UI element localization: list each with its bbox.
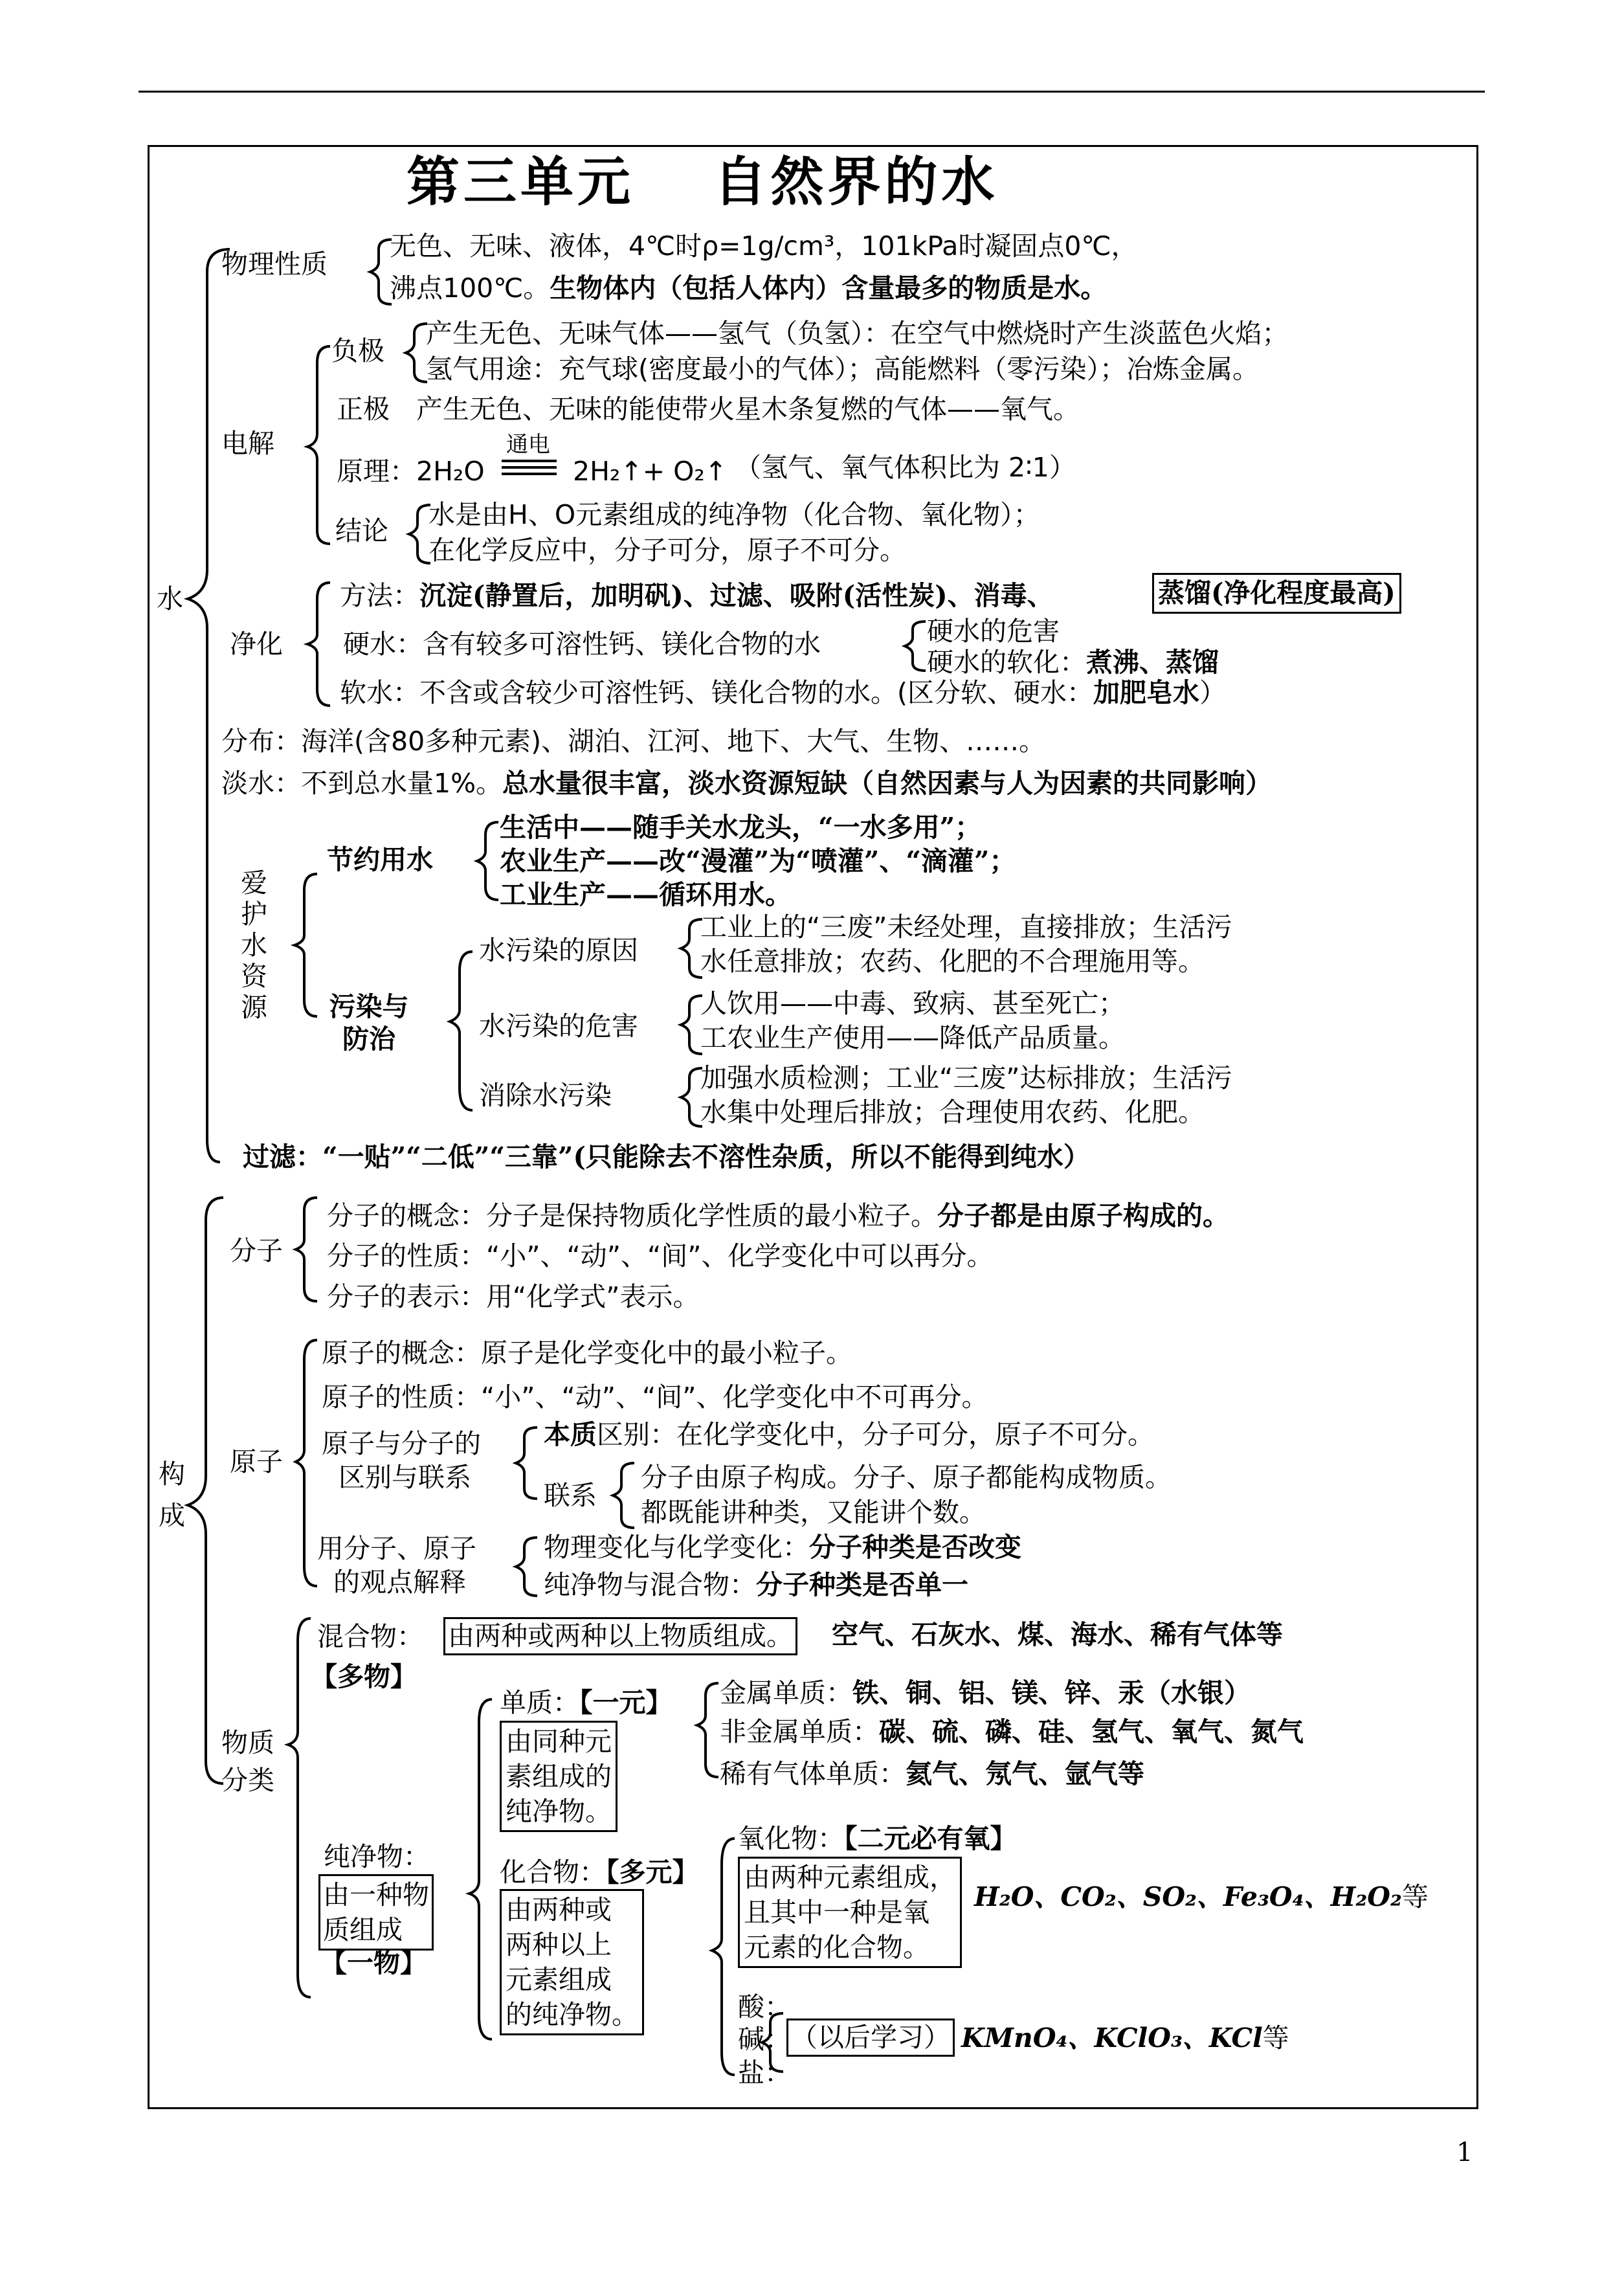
physical-boiling: 沸点100℃。 (390, 273, 550, 304)
compound-def-line3: 元素组成 (506, 1964, 612, 1995)
oxide-tag: 【二元必有氧】 (844, 1823, 1017, 1854)
pollution-remove-label: 消除水污染 (479, 1080, 612, 1111)
conclusion-line2: 在化学反应中，分子可分，原子不可分。 (428, 535, 906, 566)
molecule-notation: 分子的表示：用“化学式”表示。 (327, 1281, 700, 1312)
fresh-water-label: 淡水：不到总水量1%。 (221, 768, 503, 799)
pollution-label: 污染与防治 (329, 991, 409, 1055)
element-def-box (500, 1721, 617, 1832)
metal-element (720, 1677, 1251, 1708)
principle-products: 2H₂↑+ O₂↑ (573, 456, 728, 487)
atom-property: 原子的性质：“小”、“动”、“间”、化学变化中不可再分。 (322, 1381, 988, 1413)
later-examples (961, 2022, 1289, 2053)
element-label (500, 1687, 673, 1718)
nonmetal-element (720, 1716, 1304, 1747)
volume-ratio: （氢气、氧气体积比为 2∶1） (735, 452, 1076, 483)
noble-gas-label: 稀有气体单质： (720, 1758, 906, 1789)
soft-water-end: ） (1199, 677, 1226, 708)
atom-explain-line1-answer: 分子种类是否改变 (809, 1532, 1021, 1563)
hard-water-softening-methods: 煮沸、蒸馏 (1086, 647, 1219, 678)
element-def-line3: 纯净物。 (506, 1796, 612, 1827)
physical-line2 (390, 275, 1107, 302)
purify-method-list: 沉淀(静置后，加明矾)、过滤、吸附(活性炭)、消毒、 (419, 580, 1054, 611)
mixture-examples: 空气、石灰水、煤、海水、稀有气体等 (832, 1619, 1283, 1650)
pure-def-line2: 质组成 (323, 1914, 403, 1945)
atom-essence-label: 本质 (544, 1419, 597, 1450)
atom-explain-line2 (544, 1569, 968, 1600)
negative-electrode-line2: 氢气用途：充气球(密度最小的气体）；高能燃料（零污染）；冶炼金属。 (426, 353, 1259, 385)
positive-electrode-line: 正极 产生无色、无味的能使带火星木条复燃的气体——氧气。 (337, 394, 1080, 425)
oxide-examples (974, 1881, 1429, 1912)
fresh-water (221, 770, 1272, 797)
atom-explain-line1-label: 物理变化与化学变化： (544, 1532, 809, 1563)
oxide-def-line1: 由两种元素组成， (744, 1862, 956, 1893)
atom-explain-line2-answer: 分子种类是否单一 (756, 1569, 968, 1600)
oxide-examples-end: 等 (1401, 1881, 1429, 1912)
atom-link-line2: 都既能讲种类，又能讲个数。 (641, 1497, 986, 1528)
save-water-industry: 工业生产——循环用水。 (500, 879, 792, 910)
classification-label-2: 分类 (221, 1765, 274, 1796)
molecule-label: 分子 (230, 1235, 283, 1266)
oxide-def-box (738, 1857, 962, 1968)
conclusion-label: 结论 (335, 515, 388, 546)
atom-explain-line1 (544, 1534, 1021, 1561)
save-water-life: 生活中——随手关水龙头，“一水多用”； (500, 812, 982, 843)
pollution-remove-line2: 水集中处理后排放；合理使用农药、化肥。 (700, 1097, 1205, 1128)
distillation-box: 蒸馏(净化程度最高) (1152, 573, 1401, 614)
mixture-def-box: 由两种或两种以上物质组成。 (443, 1617, 797, 1655)
base-label: 碱： (738, 2024, 791, 2055)
molecule-concept-note: 分子都是由原子构成的。 (937, 1200, 1229, 1231)
physical-label: 物理性质 (221, 249, 328, 280)
nonmetal-element-label: 非金属单质： (720, 1716, 879, 1747)
negative-electrode-label: 负极 (331, 335, 384, 366)
atom-diff-label-2: 区别与联系 (339, 1462, 471, 1493)
pollution-cause-line2: 水任意排放；农药、化肥的不合理施用等。 (700, 946, 1205, 977)
hard-water-def: 硬水：含有较多可溶性钙、镁化合物的水 (343, 629, 821, 660)
molecule-property: 分子的性质：“小”、“动”、“间”、化学变化中可以再分。 (327, 1240, 994, 1271)
save-water-label: 节约用水 (327, 844, 433, 875)
pollution-harm-label: 水污染的危害 (479, 1011, 638, 1042)
later-study-box: （以后学习） (786, 2019, 955, 2057)
atom-explain-label-2: 的观点解释 (333, 1567, 466, 1598)
save-water-agriculture: 农业生产——改“漫灌”为“喷灌”、“滴灌”； (500, 845, 1016, 877)
mixture-tag: 【多物】 (311, 1661, 417, 1692)
atom-link-label: 联系 (544, 1480, 597, 1511)
atom-link-line1: 分子由原子构成。分子、原子都能构成物质。 (641, 1462, 1172, 1493)
pure-def-line1: 由一种物 (323, 1879, 429, 1910)
molecule-concept (327, 1200, 1229, 1231)
pure-tag: 【一物】 (320, 1947, 427, 1978)
compound-tag: 【多元】 (606, 1857, 699, 1888)
page-number: 1 (1456, 2138, 1473, 2167)
compound-label (500, 1859, 699, 1886)
water-distribution: 分布：海洋(含80多种元素)、湖泊、江河、地下、大气、生物、……。 (221, 726, 1046, 757)
element-def-line2: 素组成的 (506, 1761, 612, 1792)
compound-def-box (500, 1889, 644, 2035)
atom-diff-label-1: 原子与分子的 (322, 1428, 481, 1459)
classification-label-1: 物质 (221, 1727, 274, 1758)
reaction-condition: 通电 (506, 432, 550, 458)
negative-electrode-line1: 产生无色、无味气体——氢气（负氢）：在空气中燃烧时产生淡蓝色火焰； (426, 318, 1289, 349)
compound-label-text: 化合物： (500, 1857, 606, 1888)
atom-essence-text: 区别：在化学变化中，分子可分，原子不可分。 (597, 1419, 1154, 1450)
oxide-label (738, 1823, 1017, 1854)
physical-line1: 无色、无味、液体，4℃时ρ=1g/cm³，101kPa时凝固点0℃， (390, 230, 1138, 262)
pollution-cause-line1: 工业上的“三废”未经处理，直接排放；生活污 (700, 912, 1232, 943)
later-examples-end: 等 (1262, 2022, 1289, 2053)
later-examples-list: KMnO₄、KClO₃、KCl (961, 2022, 1263, 2053)
acid-label: 酸： (738, 1991, 791, 2022)
element-label-text: 单质： (500, 1687, 579, 1718)
metal-element-list: 铁、铜、铝、镁、锌、汞（水银） (852, 1677, 1251, 1708)
pure-label: 纯净物： (324, 1841, 430, 1872)
element-tag: 【一元】 (579, 1687, 673, 1718)
protect-water-label: 爱护水资源 (241, 867, 267, 1023)
oxide-def-line3: 元素的化合物。 (744, 1932, 929, 1963)
composition-root-label: 构成 (159, 1459, 185, 1531)
compound-def-line1: 由两种或 (506, 1894, 612, 1925)
compound-def-line4: 的纯净物。 (506, 1999, 638, 2030)
pollution-harm-line1: 人饮用——中毒、致病、甚至死亡； (700, 988, 1125, 1019)
atom-essence (544, 1419, 1154, 1450)
conclusion-line1: 水是由H、O元素组成的纯净物（化合物、氧化物）； (428, 499, 1040, 530)
noble-gas-element (720, 1758, 1144, 1789)
purify-methods (340, 580, 1054, 611)
electrolysis-label: 电解 (221, 428, 274, 459)
hard-water-harm: 硬水的危害 (927, 616, 1060, 647)
pure-def-box (318, 1874, 434, 1951)
mixture-label: 混合物： (317, 1621, 423, 1652)
element-def-line1: 由同种元 (506, 1726, 612, 1757)
oxide-def-line2: 且其中一种是氧 (744, 1897, 929, 1928)
oxide-examples-list: H₂O、CO₂、SO₂、Fe₃O₄、H₂O₂ (974, 1881, 1402, 1912)
purify-label: 净化 (230, 629, 283, 660)
atom-explain-label-1: 用分子、原子 (317, 1533, 476, 1564)
filter-note: 过滤：“一贴”“二低”“三靠”(只能除去不溶性杂质，所以不能得到纯水） (243, 1141, 1090, 1172)
water-root-label: 水 (157, 583, 183, 614)
molecule-concept-text: 分子的概念：分子是保持物质化学性质的最小粒子。 (327, 1200, 937, 1231)
page-title: 第三单元 自然界的水 (406, 151, 999, 213)
pollution-remove-line1: 加强水质检测；工业“三废”达标排放；生活污 (700, 1062, 1232, 1093)
purify-method-label: 方法： (340, 580, 419, 611)
compound-def-line2: 两种以上 (506, 1929, 612, 1960)
physical-bio-note: 生物体内（包括人体内）含量最多的物质是水。 (550, 273, 1107, 304)
salt-label: 盐： (738, 2057, 791, 2088)
nonmetal-element-list: 碳、硫、磷、硅、氢气、氧气、氮气 (879, 1716, 1304, 1747)
soft-water-text: 软水：不含或含较少可溶性钙、镁化合物的水。(区分软、硬水： (340, 677, 1093, 708)
soft-water-test: 加肥皂水 (1093, 677, 1199, 708)
fresh-water-note: 总水量很丰富，淡水资源短缺（自然因素与人为因素的共同影响） (502, 768, 1273, 799)
noble-gas-list: 氦气、氖气、氩气等 (906, 1758, 1144, 1789)
oxide-label-text: 氧化物： (738, 1823, 844, 1854)
soft-water-def (340, 677, 1226, 708)
atom-concept: 原子的概念：原子是化学变化中的最小粒子。 (322, 1337, 852, 1369)
atom-explain-line2-label: 纯净物与混合物： (544, 1569, 756, 1600)
pollution-harm-line2: 工农业生产使用——降低产品质量。 (700, 1022, 1125, 1053)
hard-water-softening (927, 649, 1219, 676)
hard-water-softening-label: 硬水的软化： (927, 647, 1086, 678)
principle-equation-left: 原理：2H₂O (337, 456, 485, 487)
metal-element-label: 金属单质： (720, 1677, 852, 1708)
atom-label: 原子 (230, 1446, 283, 1477)
pollution-cause-label: 水污染的原因 (479, 935, 638, 966)
